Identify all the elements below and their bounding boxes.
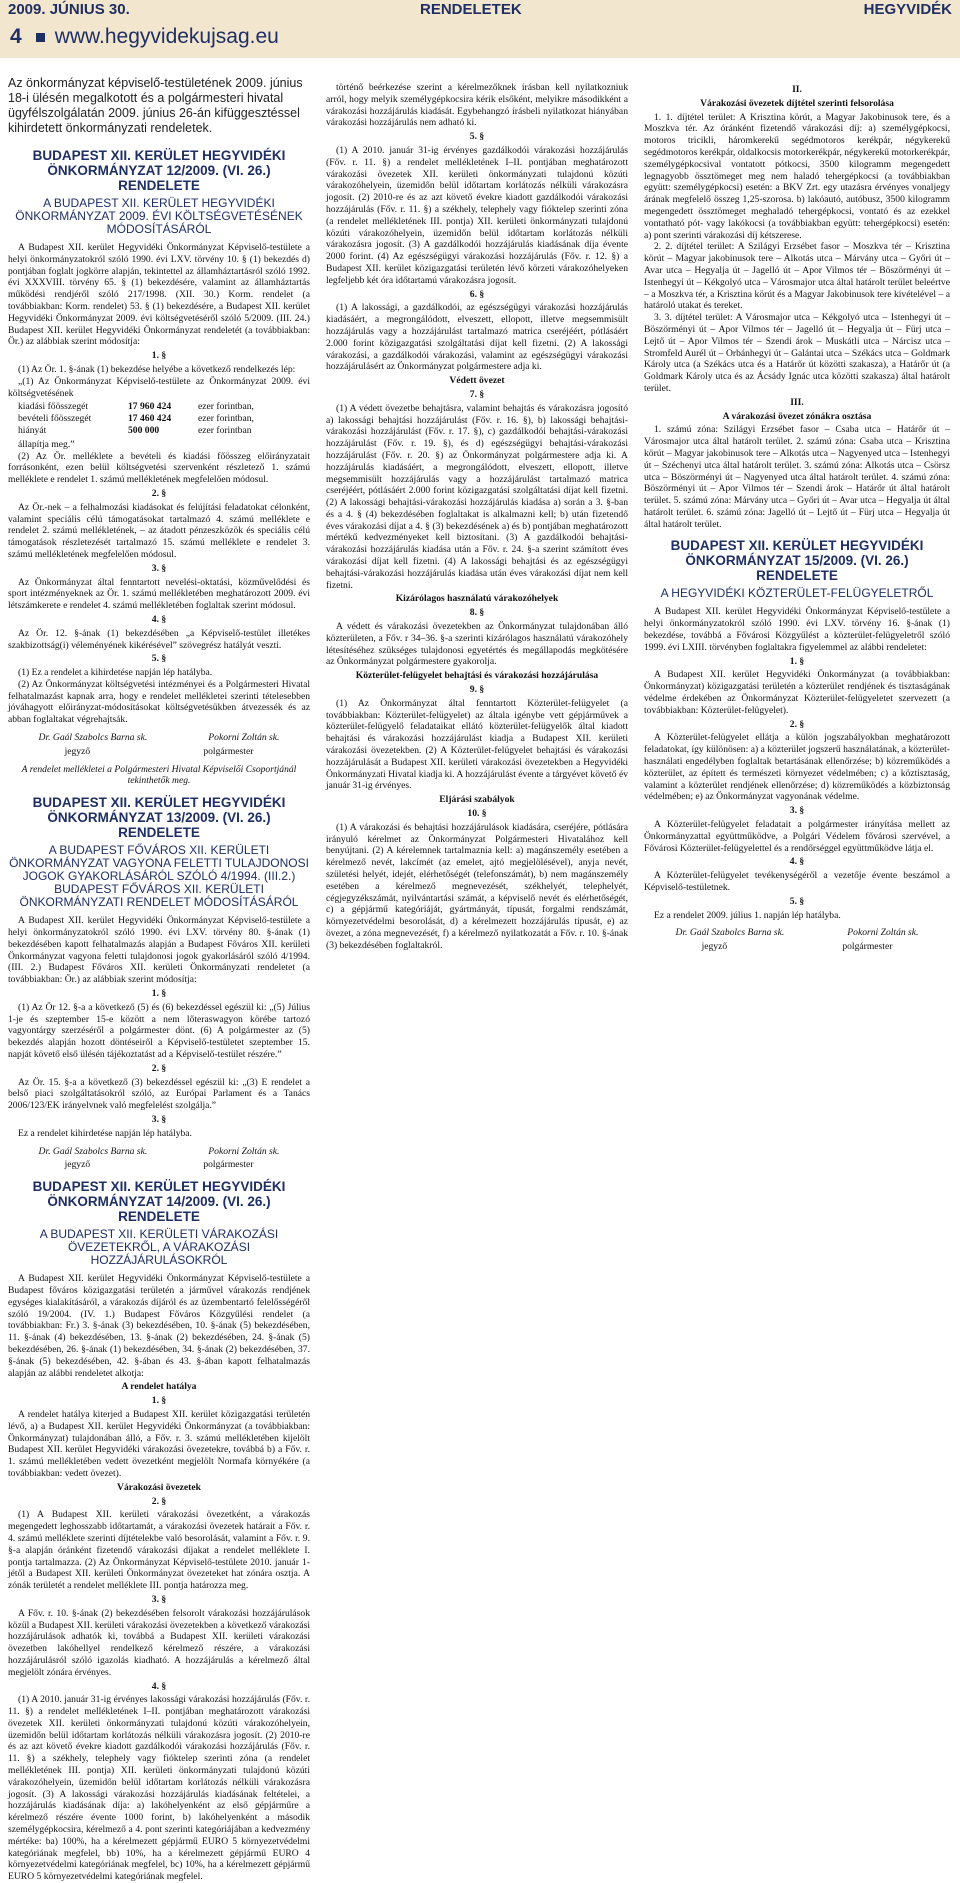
decree-13-subtitle: A BUDAPEST FŐVÁROS XII. KERÜLETI ÖNKORMÁNYZAT VAGYONA FELETTI TULAJDONOSI JOGOK GYAKORLÁSÁRÓL SZÓLÓ 4/1994. (III.2.) BUDAPEST FŐVÁROS XII. KERÜLETI ÖNKORMÁNYZATI RENDELET MÓDOSÍTÁSÁRÓL [9,843,309,910]
signature-roles [8,746,310,758]
page-number: 4 [10,25,22,48]
section-mark: 5. § [151,653,167,665]
section-mark: 2. § [151,1062,167,1074]
decree-13-title: BUDAPEST XII. KERÜLET HEGYVIDÉKI ÖNKORMÁNYZAT 13/2009. (VI. 26.) RENDELETE [32,795,286,841]
role-mayor: polgármester [842,941,893,953]
section-mark: 10. § [467,808,487,820]
budget-value: 17 960 424 [128,401,172,413]
section-mark: 1. § [789,655,805,667]
signature-mayor: Pokorni Zoltán sk. [847,927,919,939]
paragraph: A Főv. r. 10. §-ának (2) bekezdésében felsorolt várakozási hozzájárulások közül a Budapest XII. kerületi várakozási övezetekben a következő várakozási hozzájárulások adhatók ki, továbbá a Budapest XII. kerületi várakozási övezetben lakóhellyel rendelkező kérelmező részére, a várakozási hozzájárulásról szóló igazolás kiadható. A hozzájárulás a kérelmező által megjelölt zónára érvényes. [8,1607,310,1678]
paragraph: A Budapest XII. kerület Hegyvidéki Önkormányzat (a továbbiakban: Önkormányzat) közigazgatási területén a közterület rendjének és tisztaságának védelme érdekében az Önkormányzat Közterület-felügyeletet szervezett (a továbbiakban: Közterület-felügyelet). [644,669,950,716]
paragraph: (1) A védett övezetbe behajtásra, valamint behajtás és várakozásra jogosító a) lakossági behajtási hozzájárulást (Főv. r. 16. §), b) lakossági behajtási-várakozási hozzájárulást (Főv. r. 17. §), c) gazdálkodói behajtási-várakozási hozzájárulást (Főv. r. 19. §), és d) egészségügyi behajtási-várakozási hozzájárulást (Főv. r. 20. §) az Önkormányzat polgármestere adja ki. A hozzájárulás kiadásáért, a megrongálódott, elveszett, ellopott, illetve megsemmisült hozzájárulás vagy a hozzájárulást tartalmazó matrica cseréjéért, pótlásáért 2.000 forint közigazgatási szolgáltatási díjat kell fizetni. (2) A lakossági behajtási-várakozási hozzájárulás kiadása a) során a 3. §-ban és a 4. § (4) bekezdésében foglaltakat is alkalmazni kell; b) után fizetendő éves várakozási díjat a 4. § (3) bekezdésének a) és b) pontjában meghatározott mértékű kedvezményeket kell biztosítani. (3) A gazdálkodói behajtási-várakozási hozzájárulás kiadása után a Főv. r. 24. §-a szerint számított éves várakozási díjat kell fizetni. (4) A lakossági behajtási és az egészségügyi behajtási-várakozási hozzájárulás kiadása után éves várakozási díjat nem kell fizetni. [326,402,628,591]
paragraph: 1. 1. díjtétel terület: A Krisztina körút, a Magyar Jakobinusok tere, és a Moszkva tér. Az óránként fizetendő várakozási díj: a) személygépkocsi, motoros tricikli, háromkerekű segédmotoros kerékpár, négykerekű segédmotoros kerékpár, oldalkocsis motorkerékpár, négykerekű motorkerékpár, személygépkocsival vontatott pótkocsi, 3500 kilogramm megengedett legnagyobb össztömeget meg nem haladó tehergépkocsi (a továbbiakban együtt: személygépkocsi) esetén: a BKV Zrt. egy utazásra érvényes vonaljegy árának megfelelő összeg 1,25-szorosa. b) lakóautó, autóbusz, 3500 kilogramm megengedett össztömeget meghaladó tehergépkocsi, vontató és az ezekkel vontatható pót- vagy lakókocsi (a továbbiakban együtt: tehergépkocsi) esetén: a) pont szerinti várakozási díj kétszerese. [644,111,950,241]
decree-15-title: BUDAPEST XII. KERÜLET HEGYVIDÉKI ÖNKORMÁNYZAT 15/2009. (VI. 26.) RENDELETE [670,538,924,584]
website-link[interactable]: www.hegyvidekujsag.eu [54,25,279,48]
signature-roles [8,1159,310,1171]
paragraph: A Közterület-felügyelet tevékenységéről a vezetője évente beszámol a Képviselő-testületnek. [644,870,950,894]
paragraph: 3. 3. díjtétel terület: A Városmajor utca – Kékgolyó utca – Istenhegyi út – Böszörményi út – Apor Vilmos tér – Jagelló út – Hegyalja út – Fürj utca – Lejtő út – Apor Vilmos tér – Szendi árok – Muskátli utca – Nárcisz utca – Stromfeld Aurél út – Orbánhegyi út – Galántai utca – Székács utca – Goldmark Károly utca (a Székács utca és a Határőr út közötti szakasza), a Határőr út (a Goldmark Károly utca és az Ácsády Ignác utca közötti szakasza) által határolt terület. [644,312,950,394]
signatures [8,732,310,744]
budget-unit: ezer forintban, [198,401,254,413]
subheading: Védett övezet [449,375,505,387]
paragraph: Ez a rendelet 2009. július 1. napján lép hatályba. [654,909,841,921]
section-mark: 3. § [151,562,167,574]
paragraph: (2) Az Ör. melléklete a bevételi és kiadási főösszeg előirányzatait forrásonként, ezen belül költségvetési szervenként részletező 1. számú melléklete e rendelet 1. számú mellékletének megfelelően módosul. [8,450,310,486]
role-mayor: polgármester [203,1159,254,1171]
section-mark: 3. § [151,1593,167,1605]
paragraph: A Közterület-felügyelet ellátja a külön jogszabályokban meghatározott feladatokat, így különösen: a) a közterület jogszerű használatának, a közterület-használati engedélyben foglaltak betartásának ellenőrzése; b) közreműködés a közterület, az épített és természeti környezet védelmében; c) a köztisztaság, valamint a közterület rendjének ellenőrzése; d) közreműködés a közbiztonság védelmében; e) az Önkormányzat vagyonának védelme. [644,732,950,803]
decree-12-subtitle: A BUDAPEST XII. KERÜLET HEGYVIDÉKI ÖNKORMÁNYZAT 2009. ÉVI KÖLTSÉGVETÉSÉNEK MÓDOSÍTÁSÁRÓL [15,196,303,236]
subheading: Közterület-felügyelet behajtási és várakozási hozzájárulása [355,670,599,682]
role-mayor: polgármester [203,745,254,757]
decree-14-subtitle: A BUDAPEST XII. KERÜLETI VÁRAKOZÁSI ÖVEZETEKRŐL, A VÁRAKOZÁSI HOZZÁJÁRULÁSOKRÓL [39,1227,279,1268]
decree-15-preamble: A Budapest XII. kerület Hegyvidéki Önkormányzat Képviselő-testülete a helyi önkormányzatokról szóló 1990. évi LXV. törvény 16. §-ának (1) bekezdése, továbbá a Fővárosi Közgyűlést a közterület-felügyeletről szóló 1999. évi LXIII. törvényben foglaltakra figyelemmel az alábbi rendeletet: [644,606,950,653]
paper-name: HEGYVIDÉK [863,1,952,18]
paragraph: (1) A 2010. január 31-ig érvényes gazdálkodói várakozási hozzájárulás (Főv. r. 11. §) a rendelet mellékletének I–II. pontjában meghatározott várakozási övezetek XII. kerületi önkormányzati tulajdonú közúti várakozóhelyein, üzemidőn belül időtartam korlátozás nélküli várakozásra jogosít. (2) 2010-re és az azt követő évekre kiadott gazdálkodói várakozási hozzájárulás (Főv. r. 11. §) a székhely, telephely vagy fióktelep szerinti zóna (a rendelet mellékletének III. pontja) XII. kerületi önkormányzati tulajdonú közúti várakozóhelyein, üzemidőn belül időtartam korlátozás nélküli várakozásra jogosít. (3) A gazdálkodói hozzájárulás kiadásának díja évente 2000 forint. (4) Az egészségügyi várakozási hozzájárulás (Főv. r. 12. §) a Budapest XII. kerület közigazgatási területén lévő körzeti várakozóhelyeken legfeljebb két óra időtartamú várakozásra jogosít. [326,144,628,286]
section-mark: 4. § [151,1680,167,1692]
budget-value: 500 000 [128,424,160,436]
subheading: Várakozási övezetek [117,1481,201,1493]
paragraph: A védett és várakozási övezetekben az Önkormányzat tulajdonában álló közterületen, a Főv. r 34–36. §-a szerinti kizárólagos használatú várakozóhely létesítéséhez szükséges tulajdonosi egyetértés és megállapodás megkötésére az Önkormányzat polgármestere gyakorolja. [326,621,628,668]
paragraph: „(1) Az Önkormányzat Képviselő-testülete az Önkormányzat 2009. évi költségvetésének [8,375,310,399]
annex-note: A rendelet mellékletei a Polgármesteri Hivatal Képviselői Csoportjánál tekinthetők meg. [21,763,297,787]
annex-subheading: A várakozási övezet zónákra osztása [722,410,872,422]
paragraph: 1. számú zóna: Szilágyi Erzsébet fasor – Csaba utca – Határőr út – Városmajor utca által határolt terület. 2. számú zóna: Csaba utca – Krisztina körút – Magyar jakobinusok tere – Alkotás utca – Nagyenyed utca – Istenhegyi út – Széchenyi utca által határolt terület. 3. számú zóna: Alkotás utca – Csörsz utca – Böszörményi út – Nagyenyed utca által határolt terület. 4. számú zóna: Böszörményi út – Apor Vilmos tér – Szendi árok – Határőr út által határolt terület. 5. számú zóna: Márvány utca – Győri út – Avar utca – Hegyalja út által határolt terület. 6. számú zóna: Jagelló út – Lejtő út – Fürj utca – Hegyalja út által határolt terület. [644,424,950,530]
section-mark: 9. § [469,684,485,696]
paragraph: történő beérkezése szerint a kérelmezőknek írásban kell nyilatkozniuk arról, hogy melyik személygépkocsira kérik elsőként, melyikre másodikként a várakozási hozzájárulás kiadását. Egybehangzó írásbeli nyilatkozat hiányában várakozási hozzájárulás nem adható ki. [326,82,628,129]
signature-mayor: Pokorni Zoltán sk. [208,732,280,744]
section-mark: 2. § [151,1495,167,1507]
signature-notary: Dr. Gaál Szabolcs Barna sk. [675,927,785,939]
decree-13-preamble: A Budapest XII. kerület Hegyvidéki Önkormányzat Képviselő-testülete a helyi önkormányzatokról szóló 1990. évi LXV. törvény 80. §-ának (1) bekezdésében kapott felhatalmazás alapján a Budapest Főváros XII. kerületi Önkormányzat vagyona feletti tulajdonosi jogok gyakorlásáról szóló 4/1994. (III. 2.) Budapest Főváros XII. kerületi Önkormányzati rendeletet (a továbbiakban: Ör.) az alábbiak szerint módosítja: [8,915,310,986]
decree-12-preamble: A Budapest XII. kerület Hegyvidéki Önkormányzat Képviselő-testülete a helyi önkormányzatokról szóló 1990. évi LXV. törvény 10. § (1) bekezdés d) pontjában foglalt jogkörre alapján, tekintettel az államháztartásról szóló 1992. évi XXXVIII. törvény 65. § (1) bekezdésére, valamint az államháztartás működési rendjéről szóló 217/1998. (XII. 30.) Korm. rendelet (a továbbiakban: Korm. rendelet) 53. § (1) bekezdésére, a Budapest XII. kerület Hegyvidéki Önkormányzat 2009. évi költségvetéséről szóló 5/2009. (III. 24.) Budapest XII. kerület Hegyvidéki Önkormányzat rendeletét (a továbbiakban: Ör.) az alábbiak szerint módosítja: [8,242,310,348]
role-notary: jegyző [701,941,728,953]
section-mark: 4. § [151,613,167,625]
paragraph: (2) Az Önkormányzat költségvetési intézményei és a Polgármesteri Hivatal felhatalmazást kapnak arra, hogy e rendelet mellékletei szerinti tételesebben jóváhagyott előirányzat-módosításokat költségvetésükben átvezessék és az abban foglaltakat végrehajtsák. [8,678,310,726]
paragraph: (1) A Budapest XII. kerületi várakozási övezetként, a várakozás megengedett leghosszabb időtartamát, a várakozási övezetek határait a Főv. r. 4. számú melléklete szerinti díjtételekbe való besorolását, valamint a Főv. r. 9. §-a alapján óránként fizetendő várakozási díjakat a rendelet melléklete I. pontja tartalmazza. (2) Az Önkormányzat Képviselő-testülete 2010. január 1-jétől a Budapest XII. kerületi Önkormányzat övezeteket hat zónára osztja. A zónák területét a rendelet melléklete III. pontja határozza meg. [8,1509,310,1592]
budget-label: bevételi főösszegét [18,413,92,425]
budget-table [18,401,310,436]
paragraph: (1) A várakozási és behajtási hozzájárulások kiadására, cseréjére, pótlására irányuló kérelmet az Önkormányzat Polgármesteri Hivatalához kell benyújtani. (2) A kérelemnek tartalmaznia kell: a) magánszemély esetében a kérelmező nevét, lakcímét (az emelet, ajtó megjelölésével), anyja nevét, születési helyét, idejét, elérhetőségét (telefonszámát), b) nem magánszemély esetében a kérelmező megnevezését, székhelyét, telephelyét, cégjegyzékszámát, nyilvántartási számát, a képviselő nevét és elérhetőségét, c) a gépjármű kategóriáját, gyártmányát, típusát, forgalmi rendszámát, környezetvédelmi besorolását, d) a kérelmezett hozzájárulás típusát, e) az övezet, a zóna megnevezését, f) a kérelmező nyilatkozatát a Főv. r. 10. §-ának (3) bekezdésében foglaltakról. [326,821,628,951]
page-header [0,0,960,58]
annex-heading: III. [790,396,804,408]
decree-14-preamble: A Budapest XII. kerület Hegyvidéki Önkormányzat Képviselő-testülete a Budapest főváros közigazgatási területén a járművel várakozás rendjének egységes kialakításáról, a várakozás díjáról és az üzembentartó felelősségéről szóló 19/2004. (IV. 1.) Budapest Főváros Közgyűlési rendelet (a továbbiakban: Fr.) 3. §-ának (3) bekezdésében, 10. §-ának (5) bekezdésében, 11. §-ának (4) bekezdésében, 13. §-ának (2) bekezdésében, 24. §-ának (5) bekezdésében, 26. §-ának (1) bekezdésében, 34. §-ának (2) bekezdésében, 37. §-ának (5) bekezdésében, 42. §-ában és 43. §-ában kapott felhatalmazás alapján az alábbi rendeletet alkotja: [8,1273,310,1379]
budget-unit: ezer forintban [198,424,252,436]
square-bullet-icon [36,33,45,42]
paragraph: (1) A lakossági, a gazdálkodói, az egészségügyi várakozási hozzájárulás kiadásáért, a megrongálódott, elveszett, ellopott, illetve megsemmisült hozzájárulás vagy a hozzájárulást tartalmazó matrica cseréjéért, pótlásáért 2.000 forint közigazgatási szolgáltatási díjat kell fizetni. (2) A lakossági várakozási, a gazdálkodói várakozási, valamint az egészségügyi várakozási hozzájárulásért az Önkormányzat polgármestere adja ki. [326,302,628,373]
paragraph: Ez a rendelet kihirdetése napján lép hatályba. [18,1127,192,1139]
section-mark: 1. § [151,988,167,1000]
paragraph: (1) Az Ör 12. §-a a következő (5) és (6) bekezdéssel egészül ki: „(5) Július 1-je és szeptember 15-e között a nem lőteraswagyon körébe tartozó vagyontárgy szerzéséről a polgármester dönt. (6) A polgármester az (5) bekezdés alapján hozott döntéseiről a Képviselő-testületet szeptember 15. napját követő első ülésén tájékoztatást ad a Képviselő-testület részére.” [8,1001,310,1061]
budget-label: hiányát [18,424,47,436]
section-mark: 5. § [789,895,805,907]
role-notary: jegyző [64,1159,91,1171]
paragraph: A rendelet hatálya kiterjed a Budapest XII. kerület közigazgatási területén lévő, a) a Budapest XII. kerület Hegyvidéki Önkormányzat (a továbbiakban: Önkormányzat) tulajdonában álló, a Főv. r. 3. számú mellékletében kijelölt Budapest XII. kerület Hegyvidéki várakozási övezetekre, továbbá b) a Főv. r. 1. számú mellékletében vedett övezetként megjelölt Normafa környékére (a továbbiakban: vedett övezet). [8,1408,310,1479]
role-notary: jegyző [64,745,91,757]
decree-14-title: BUDAPEST XII. KERÜLET HEGYVIDÉKI ÖNKORMÁNYZAT 14/2009. (VI. 26.) RENDELETE [32,1179,286,1225]
decree-12-title: BUDAPEST XII. KERÜLET HEGYVIDÉKI ÖNKORMÁNYZAT 12/2009. (VI. 26.) RENDELETE [32,148,286,193]
budget-value: 17 460 424 [128,413,172,425]
column-2 [326,82,628,1477]
subheading: Eljárási szabályok [439,794,515,806]
signature-notary: Dr. Gaál Szabolcs Barna sk. [38,1145,148,1157]
section-mark: 1. § [151,1395,167,1407]
section-mark: 8. § [469,607,485,619]
signatures [8,1146,310,1158]
section-mark: 3. § [151,1114,167,1126]
paragraph: Az Ör. 12. §-ának (1) bekezdésében „a Képviselő-testület illetékes szakbizottság(i) véleményének kikérésével” szövegrész hatályát veszti. [8,627,310,651]
section-mark: 5. § [469,131,485,143]
section-mark: 3. § [789,805,805,817]
paragraph: (1) Ez a rendelet a kihirdetése napján lép hatályba. [18,667,213,679]
section-mark: 1. § [151,350,167,362]
budget-unit: ezer forintban, [198,413,254,425]
annex-subheading: Várakozási övezetek díjtétel szerinti felsorolása [700,97,894,109]
paragraph: Az Önkormányzat által fenntartott nevelési-oktatási, közművelődési és sport intézményeknek az Ör. 1. számú mellékletében meghatározott 2009. évi létszámkerete e rendelet 4. számú mellékletében foglaltak szerint módosul. [8,576,310,612]
signatures [644,927,950,939]
section-mark: 2. § [151,487,167,499]
paragraph: (1) Az Önkormányzat által fenntartott Közterület-felügyelet (a továbbiakban: Közterület-felügyelet) az általa igénybe vett gépjárművek a közterület-felügyelő feladataikat ellátó közterület-felügyelők által kiadott behajtási és várakozási hozzájárulást kiadja a Budapest XII. kerületi várakozási övezetekben. (2) A Közterület-felügyelet behajtási és várakozási hozzájárulását a Budapest XII. kerületi várakozási övezetekben a Hegyvidéki Önkormányzati Hivatal kiadja ki. A hozzájárulást évente a tárgyévet követő év január 31-ig érvényes. [326,697,628,792]
paragraph: állapítja meg.” [18,438,75,450]
signature-mayor: Pokorni Zoltán sk. [208,1145,280,1157]
section-mark: 6. § [469,288,485,300]
issue-date: 2009. JÚNIUS 30. [8,1,130,18]
section-mark: 7. § [469,388,485,400]
decree-15-subtitle: A HEGYVIDÉKI KÖZTERÜLET-FELÜGYELETRŐL [660,586,934,601]
paragraph: (1) A 2010. január 31-ig érvényes lakossági várakozási hozzájárulás (Főv. r. 11. §) a rendelet mellékletének I–II. pontjában meghatározott várakozási övezetek XII. kerületi önkormányzati tulajdonú közúti várakozóhelyein, üzemidőn belül időtartam korlátozás nélküli várakozásra jogosít. (2) 2010-re és az azt követő évekre kiadott gazdálkodói várakozási hozzájárulás (Főv. r. 11. §) a székhely, telephely vagy fióktelep szerinti zóna (a rendelet mellékletének III. pontja) XII. kerületi önkormányzati tulajdonú közúti várakozóhelyein, üzemidőn belül időtartam korlátozás nélküli várakozásra jogosít. (3) A lakossági várakozási hozzájárulás kiadásának feltételei, a hozzájárulás kiadásának díja: a) lakóhelyenként az első gépjárműre a kérelmező részére évente 1000 forint, b) lakóhelyenként a második személygépkocsira, kérelmező a 4. pont szerinti kategóriájában a kedvezmény mértéke: ba) 100%, ha a kérelmezett gépjármű EURO 5 környezetvédelmi kategóriának megfelel, bb) 10%, ha a kérelmezett gépjármű EURO 4 környezetvédelmi kategóriának megfelel, bc) 10%, ha a kérelmezett gépjármű EURO 5 környezetvédelmi kategóriának megfelel. [8,1694,310,1883]
section-mark: 2. § [789,718,805,730]
paragraph: Az Ör.-nek – a felhalmozási kiadásokat és felújítási feladatokat célonként, valamint speciális célú támogatásokat tartalmazó 4. számú melléklete e rendelet 2. számú mellékletének, – az átadott pénzeszközök és speciális célú támogatások részletezését tartalmazó 15. számú melléklete e rendelet 3. számú mellékletének megfelelően módosul. [8,501,310,560]
annex-heading: II. [792,84,802,95]
paragraph: Az Ör. 15. §-a a következő (3) bekezdéssel egészül ki: „(3) E rendelet a belső piaci szolgáltatásokról szóló, az Európai Parlament és a Tanács 2006/123/EK irányelvnek való megfelelést szolgálja.” [8,1076,310,1112]
signature-roles [644,941,950,953]
intro-text: Az önkormányzat képviselő-testületének 2009. június 18-i ülésén megalkotott és a polgármesteri hivatal ügyfélszolgálatán 2009. június 26-án kifüggesztéssel kihirdetett önkormányzati rendeletek. [8,76,303,135]
signature-notary: Dr. Gaál Szabolcs Barna sk. [38,732,148,744]
paragraph: A Közterület-felügyelet feladatait a polgármester irányítása mellett az Önkormányzattal együttműködve, a Polgári Védelem fővárosi szervével, a Fővárosi Közterület-felügyelettel és a rendőrséggel együttműködve látja el. [644,819,950,854]
budget-label: kiadási főösszegét [18,401,89,413]
paragraph: (1) Az Ör. 1. §-ának (1) bekezdése helyébe a következő rendelkezés lép: [18,363,296,375]
section-mark: 4. § [789,856,805,868]
subheading: A rendelet hatálya [121,1381,197,1393]
column-3 [644,82,950,1477]
section-rubric: RENDELETEK [420,1,522,18]
subheading: Kizárólagos használatú várakozóhelyek [395,593,559,605]
paragraph: 2. 2. díjtétel terület: A Szilágyi Erzsébet fasor – Moszkva tér – Krisztina körút – Magyar jakobinusok tere – Alkotás utca – Márvány utca – Győri út – Avar utca – Hegyalja út – Jagelló út – Apor Vilmos tér – Böszörményi út – Istenhegyi út – Kékgolyó utca – Városmajor utca által határolt terület beleértve – a Moszkva tér, a Krisztina körút és a Magyar Jakobinusok tere kivételével – a határoló utakat és tereket. [644,241,950,312]
column-1 [8,76,310,1883]
